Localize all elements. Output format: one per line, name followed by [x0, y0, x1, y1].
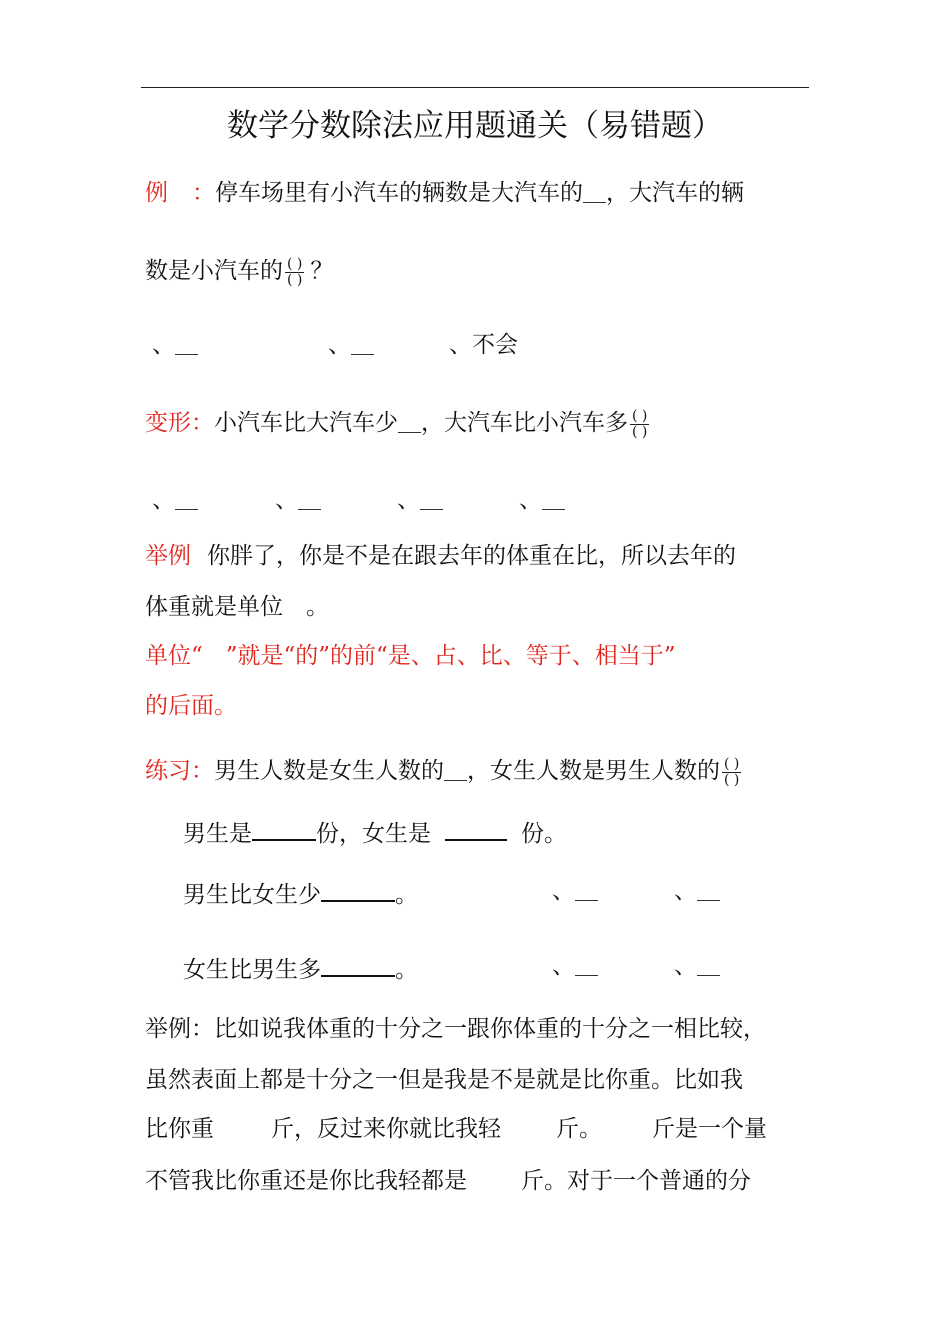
practice-row3-option-1: 、＿: [552, 953, 598, 979]
variant-label: 变形：: [145, 410, 214, 436]
example2-line-1: [145, 541, 736, 571]
practice-row2-text: 男生比女生少: [183, 882, 321, 908]
variant-option-1: 、＿: [152, 487, 198, 513]
practice-fraction: [722, 757, 741, 788]
example3-line-4: [145, 1166, 751, 1196]
rule-note-line-1: 单位“ ”就是“的”的前“是、占、比、等于、相当于”: [145, 643, 676, 669]
practice-line: [145, 756, 741, 788]
variant-option-2: 、＿: [275, 487, 321, 513]
variant-option-3: 、＿: [397, 487, 443, 513]
variant-text: 小汽车比大汽车少＿，大汽车比小汽车多: [214, 410, 628, 436]
fraction-denominator: ( ): [724, 771, 740, 788]
example-colon: ：: [192, 180, 215, 206]
fraction-denominator: ( ): [632, 423, 648, 440]
practice-text: 男生人数是女生人数的＿，女生人数是男生人数的: [214, 758, 720, 784]
example-label: 例: [145, 180, 168, 206]
question-mark: ？: [310, 258, 334, 284]
top-rule: [141, 87, 809, 88]
example3-line4-b: 斤。对于一个普通的分: [521, 1168, 751, 1194]
example2-text-1: 你胖了，你是不是在跟去年的体重在比，所以去年的: [207, 543, 736, 569]
practice-row2-option-1: 、＿: [552, 878, 598, 904]
fraction-numerator: ( ): [724, 755, 740, 772]
practice-row2-option-2: 、＿: [674, 878, 720, 904]
blank-line: [445, 815, 507, 841]
practice-row1-a: 男生是: [183, 821, 252, 847]
practice-row-1: [183, 815, 567, 849]
example-option-2: 、＿: [328, 332, 374, 358]
practice-label: 练习：: [145, 758, 214, 784]
fraction-denominator: ( ): [287, 271, 303, 288]
practice-row1-c: 份。: [521, 821, 567, 847]
example3-line3-c: 斤。: [556, 1116, 602, 1142]
example3-line4-a: 不管我比你重还是你比我轻都是: [145, 1168, 467, 1194]
practice-row1-b: 份，女生是: [316, 821, 431, 847]
blank-line: [252, 815, 316, 841]
example3-line3-b: 斤，反过来你就比我轻: [271, 1116, 501, 1142]
example-text-1: 停车场里有小汽车的辆数是大汽车的＿，大汽车的辆: [215, 180, 744, 206]
example3-line-1: 举例：比如说我体重的十分之一跟你体重的十分之一相比较，: [145, 1016, 766, 1042]
example2-line-2: 体重就是单位 。: [145, 594, 329, 620]
example3-line3-d: 斤是一个量: [652, 1116, 767, 1142]
variant-option-4: 、＿: [519, 487, 565, 513]
variant-line: [145, 408, 649, 440]
example3-line-3: [145, 1114, 767, 1144]
practice-row3-end: 。: [395, 957, 418, 983]
example3-line3-a: 比你重: [145, 1116, 214, 1142]
practice-row-3: [183, 951, 418, 985]
fraction-numerator: ( ): [632, 407, 648, 424]
blank-line: [321, 876, 395, 902]
practice-row2-end: 。: [395, 882, 418, 908]
example-line-2: [145, 256, 333, 288]
rule-note-line-2: 的后面。: [145, 693, 237, 719]
example-text-2: 数是小汽车的: [145, 258, 283, 284]
example-option-1: 、＿: [152, 332, 198, 358]
example-option-3: 、不会: [449, 332, 518, 358]
example-fraction: [285, 257, 304, 288]
example2-label: 举例: [145, 543, 191, 569]
fraction-numerator: ( ): [287, 255, 303, 272]
example-line-1: [145, 178, 744, 208]
example3-line-2: 虽然表面上都是十分之一但是我是不是就是比你重。比如我: [145, 1067, 743, 1093]
practice-row3-text: 女生比男生多: [183, 957, 321, 983]
practice-row-2: [183, 876, 418, 910]
practice-row3-option-2: 、＿: [674, 953, 720, 979]
variant-fraction: [630, 409, 649, 440]
page-title: 数学分数除法应用题通关（易错题）: [227, 108, 723, 144]
blank-line: [321, 951, 395, 977]
